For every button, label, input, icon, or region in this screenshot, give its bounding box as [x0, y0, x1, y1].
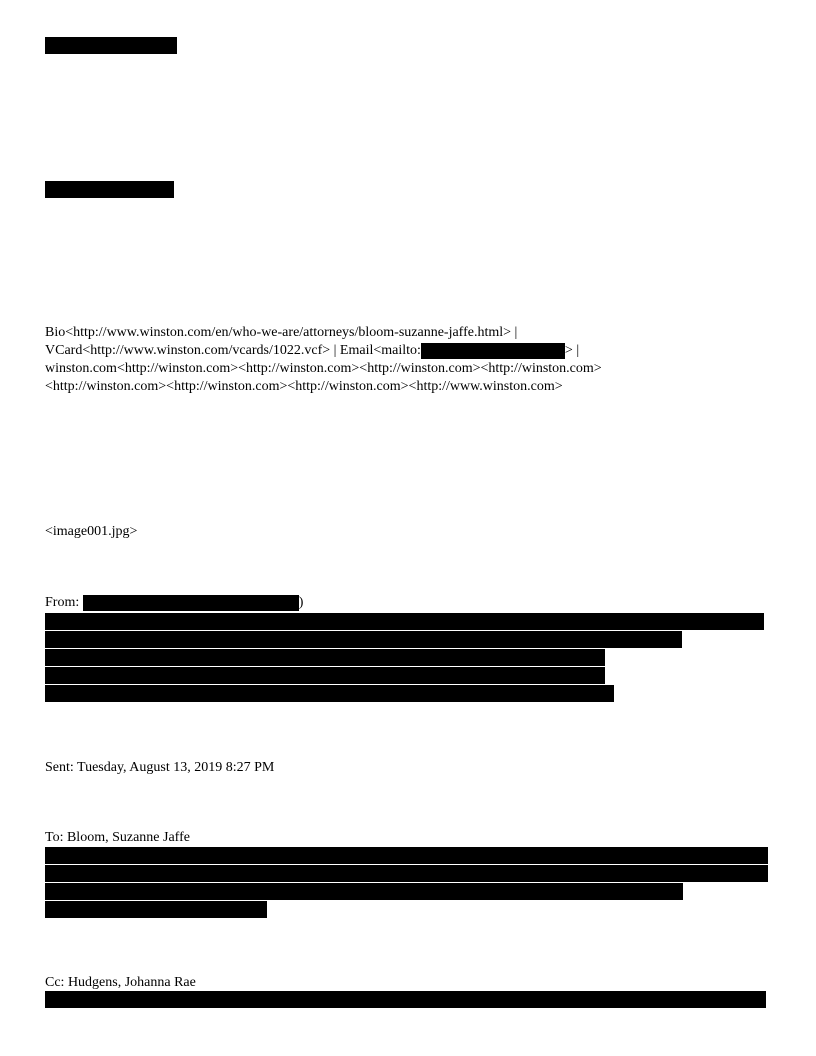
from-label: From:: [45, 595, 80, 610]
attachment-name: <image001.jpg>: [45, 524, 138, 539]
redaction-to-line-2: [45, 865, 768, 882]
vcard-email-prefix[interactable]: VCard<http://www.winston.com/vcards/1022.vcf> | Email<mailto:: [45, 343, 421, 358]
redaction-from-line-4: [45, 667, 605, 684]
redaction-from-line-2: [45, 631, 682, 648]
redacted-email-address: [421, 343, 565, 359]
from-suffix: ): [298, 595, 304, 610]
from-line: [45, 595, 303, 611]
vcard-email-suffix: > |: [564, 343, 580, 358]
winston-links-line-1[interactable]: winston.com<http://winston.com><http://winston.com><http://winston.com><http://winston.com>: [45, 361, 602, 376]
redaction-to-line-1: [45, 847, 768, 864]
to-line: To: Bloom, Suzanne Jaffe: [45, 830, 190, 845]
redacted-sender: [83, 595, 299, 611]
redaction-block-header-2: [45, 181, 174, 198]
redaction-to-line-4: [45, 901, 267, 918]
redaction-from-line-1: [45, 613, 764, 630]
cc-line: Cc: Hudgens, Johanna Rae: [45, 975, 196, 990]
redaction-from-line-5: [45, 685, 614, 702]
redaction-cc-line-1: [45, 991, 766, 1008]
redaction-block-header-1: [45, 37, 177, 54]
redaction-from-line-3: [45, 649, 605, 666]
redaction-to-line-3: [45, 883, 683, 900]
vcard-email-line: [45, 343, 579, 359]
sent-line: Sent: Tuesday, August 13, 2019 8:27 PM: [45, 760, 275, 775]
bio-link-line[interactable]: Bio<http://www.winston.com/en/who-we-are/attorneys/bloom-suzanne-jaffe.html> |: [45, 325, 518, 340]
winston-links-line-2[interactable]: <http://winston.com><http://winston.com><http://winston.com><http://www.winston.com>: [45, 379, 563, 394]
